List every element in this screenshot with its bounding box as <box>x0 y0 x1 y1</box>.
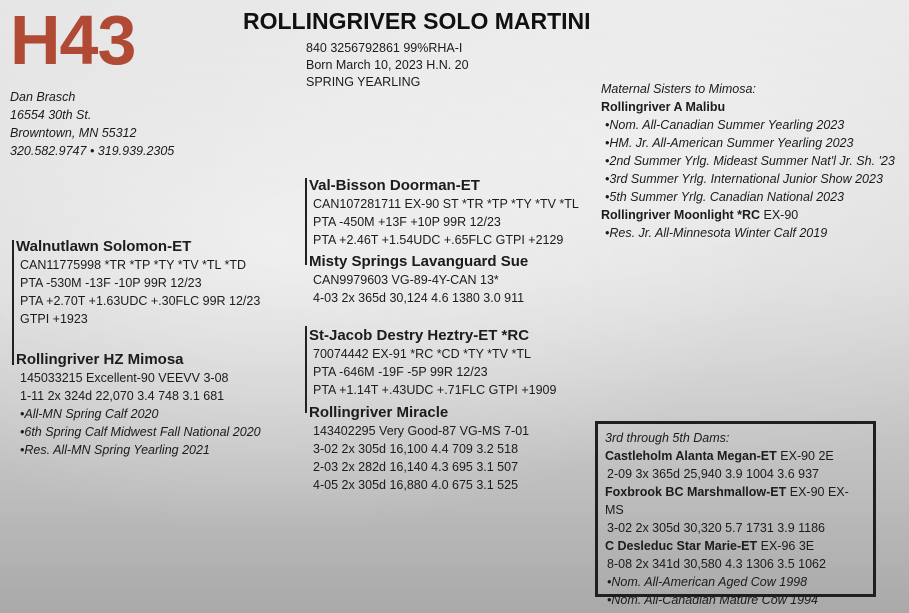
maternal-sisters <box>601 80 895 242</box>
third-dam-record: 2-09 3x 365d 25,940 3.9 1004 3.6 937 <box>607 467 819 481</box>
pedigree-bracket <box>305 178 307 265</box>
fifth-dam-name: C Desleduc Star Marie-ET <box>605 539 758 553</box>
pedigree-bracket <box>305 326 307 413</box>
sire-name: Walnutlawn Solomon-ET <box>16 238 192 255</box>
ancestor-dams-heading: 3rd through 5th Dams: <box>605 431 730 445</box>
dams-sire-info-line: PTA +1.14T +.43UDC +.71FLC GTPI +1909 <box>313 383 557 397</box>
dam-name: Rollingriver HZ Mimosa <box>16 351 184 368</box>
sister-award: •Nom. All-Canadian Summer Yearling 2023 <box>605 118 845 132</box>
dams-dam-record: 3-02 2x 305d 16,100 4.4 709 3.2 518 <box>313 442 519 456</box>
dam-award: •All-MN Spring Calf 2020 <box>20 407 159 421</box>
birth-line: Born March 10, 2023 H.N. 20 <box>306 58 469 72</box>
animal-info <box>306 40 469 91</box>
dam-info-line: 145033215 Excellent-90 VEEVV 3-08 <box>20 371 229 385</box>
dam-block <box>16 350 261 459</box>
dams-dam-block <box>309 403 529 494</box>
sires-dam-block <box>309 252 528 307</box>
sires-sire-block <box>309 176 579 249</box>
dams-sire-info-line: PTA -646M -19F -5P 99R 12/23 <box>313 365 488 379</box>
sister-award: •2nd Summer Yrlg. Mideast Summer Nat'l Jr. Sh. '23 <box>605 154 895 168</box>
sister-award: •3rd Summer Yrlg. International Junior Show 2023 <box>605 172 883 186</box>
dams-dam-record: 4-05 2x 305d 16,880 4.0 675 3.1 525 <box>313 478 519 492</box>
sires-dam-name: Misty Springs Lavanguard Sue <box>309 253 529 270</box>
sires-sire-info-line: CAN107281711 EX-90 ST *TR *TP *TY *TV *TL <box>313 197 579 211</box>
sire-info-line: PTA -530M -13F -10P 99R 12/23 <box>20 276 202 290</box>
sister-name: Rollingriver A Malibu <box>601 100 726 114</box>
sister-heading-2 <box>601 206 895 224</box>
sires-sire-info-line: PTA +2.46T +1.54UDC +.65FLC GTPI +2129 <box>313 233 564 247</box>
dams-dam-info-line: 143402295 Very Good-87 VG-MS 7-01 <box>313 424 530 438</box>
sire-info-line: PTA +2.70T +1.63UDC +.30FLC 99R 12/23 <box>20 294 261 308</box>
owner-city: Browntown, MN 55312 <box>10 126 137 140</box>
fifth-dam-record: 8-08 2x 341d 30,580 4.3 1306 3.5 1062 <box>607 557 826 571</box>
dam-award: •Res. All-MN Spring Yearling 2021 <box>20 443 210 457</box>
sires-dam-info-line: CAN9979603 VG-89-4Y-CAN 13* <box>313 273 499 287</box>
registration-line: 840 3256792861 99%RHA-I <box>306 41 463 55</box>
dam-award: •6th Spring Calf Midwest Fall National 2020 <box>20 425 261 439</box>
fifth-dam-class: EX-96 3E <box>757 539 815 553</box>
dam-info-line: 1-11 2x 324d 22,070 3.4 748 3.1 681 <box>20 389 225 403</box>
sister-award: •5th Summer Yrlg. Canadian National 2023 <box>605 190 845 204</box>
sister-name: Rollingriver Moonlight *RC <box>601 208 761 222</box>
pedigree-bracket <box>12 240 14 365</box>
sire-info-line: GTPI +1923 <box>20 312 88 326</box>
class-line: SPRING YEARLING <box>306 75 421 89</box>
sire-info-line: CAN11775998 *TR *TP *TY *TV *TL *TD <box>20 258 247 272</box>
owner-contact <box>10 88 174 160</box>
fourth-dam-class: EX-90 EX-MS <box>605 485 849 517</box>
sister-award: •Res. Jr. All-Minnesota Winter Calf 2019 <box>605 226 828 240</box>
fourth-dam-name: Foxbrook BC Marshmallow-ET <box>605 485 787 499</box>
ancestor-dams-box <box>595 421 876 607</box>
sires-sire-info-line: PTA -450M +13F +10P 99R 12/23 <box>313 215 501 229</box>
animal-name: ROLLINGRIVER SOLO MARTINI <box>243 8 591 34</box>
fourth-dam-record: 3-02 2x 305d 30,320 5.7 1731 3.9 1186 <box>607 521 826 535</box>
third-dam <box>605 447 867 465</box>
fifth-dam <box>605 537 867 555</box>
sires-dam-info-line: 4-03 2x 365d 30,124 4.6 1380 3.0 911 <box>313 291 525 305</box>
dams-dam-record: 2-03 2x 282d 16,140 4.3 695 3.1 507 <box>313 460 519 474</box>
owner-phone: 320.582.9747 • 319.939.2305 <box>10 144 175 158</box>
fifth-dam-award: •Nom. All-American Aged Cow 1998 <box>607 575 808 589</box>
fourth-dam <box>605 483 867 519</box>
sister-classification: EX-90 <box>760 208 799 222</box>
dams-sire-block <box>309 326 556 399</box>
sister-award: •HM. Jr. All-American Summer Yearling 2023 <box>605 136 854 150</box>
owner-street: 16554 30th St. <box>10 108 92 122</box>
dams-sire-info-line: 70074442 EX-91 *RC *CD *TY *TV *TL <box>313 347 531 361</box>
sire-block <box>16 237 260 328</box>
third-dam-class: EX-90 2E <box>776 449 834 463</box>
sires-sire-name: Val-Bisson Doorman-ET <box>309 177 480 194</box>
owner-name: Dan Brasch <box>10 90 76 104</box>
maternal-sisters-heading: Maternal Sisters to Mimosa: <box>601 82 756 96</box>
dams-dam-name: Rollingriver Miracle <box>309 404 449 421</box>
dams-sire-name: St-Jacob Destry Heztry-ET *RC <box>309 327 530 344</box>
lot-number: H43 <box>10 1 136 79</box>
fifth-dam-award: •Nom. All-Canadian Mature Cow 1994 <box>607 593 818 607</box>
third-dam-name: Castleholm Alanta Megan-ET <box>605 449 777 463</box>
